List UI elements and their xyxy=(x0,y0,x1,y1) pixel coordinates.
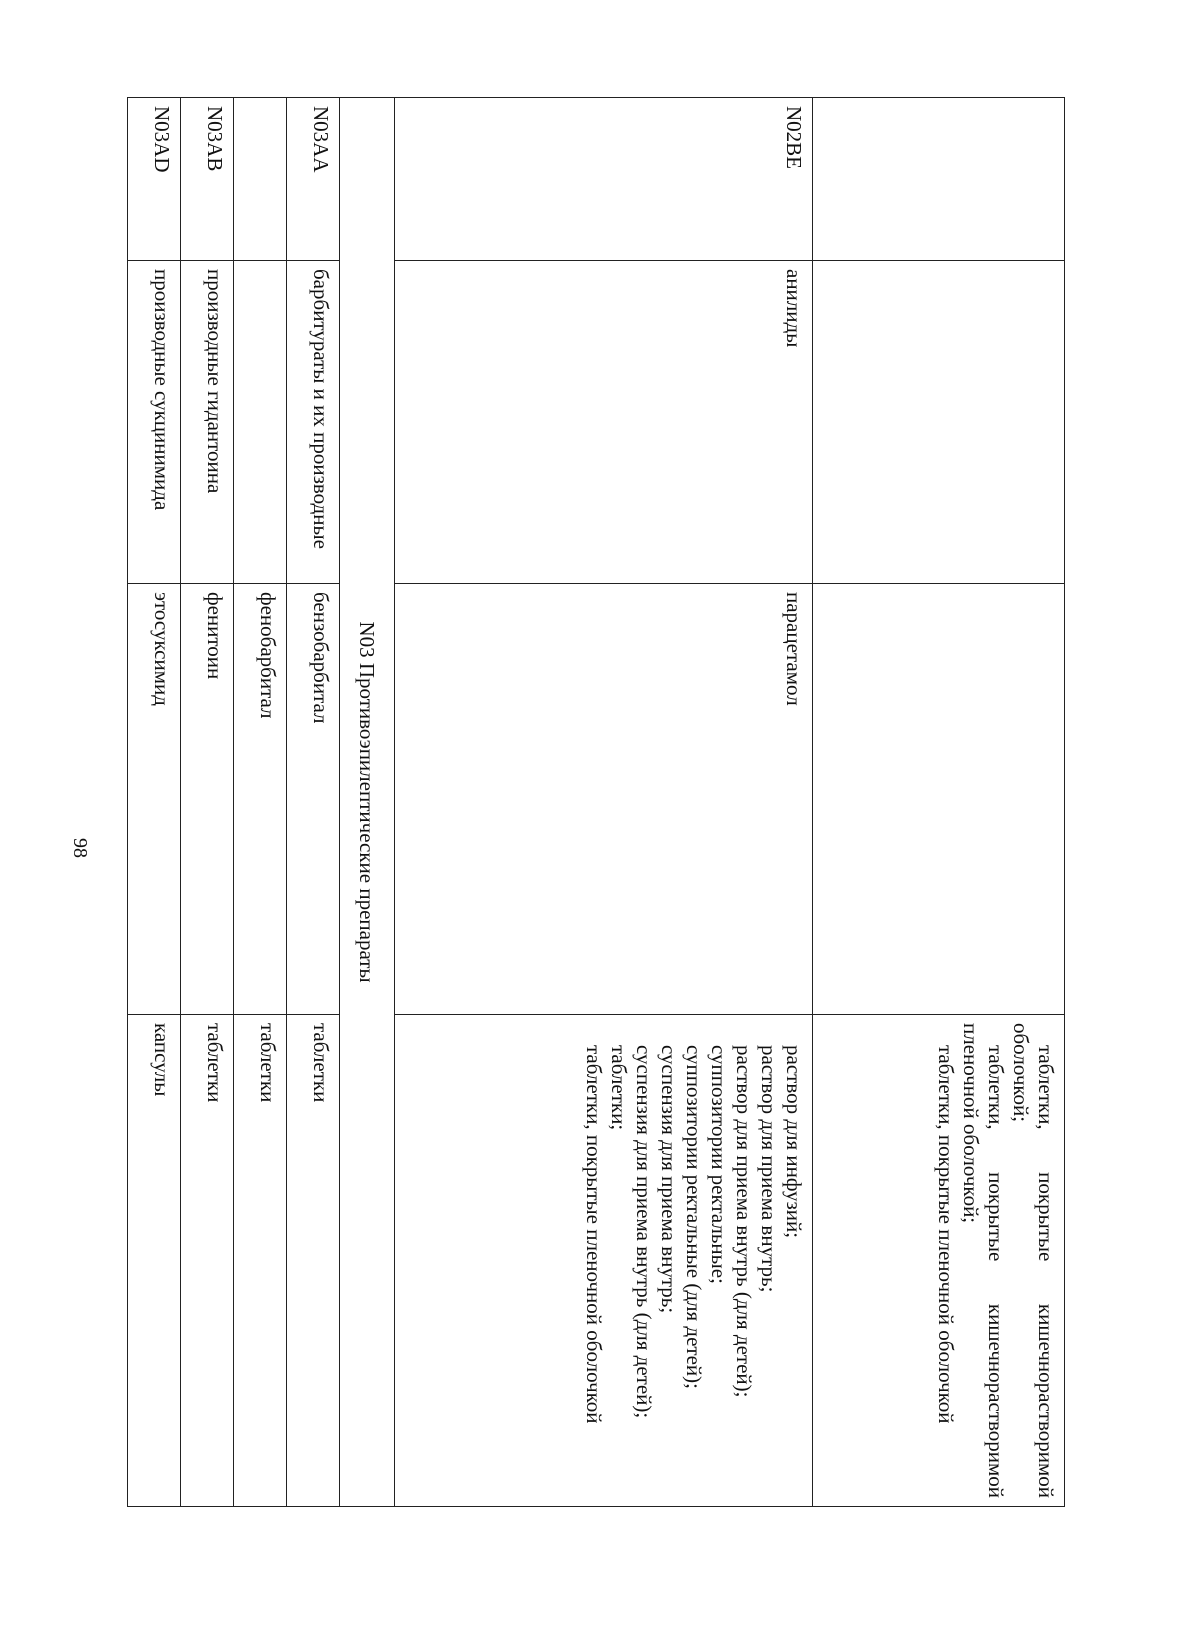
table-row xyxy=(395,98,813,1507)
table-row xyxy=(181,98,234,1507)
dosage-form: суспензия для приема внутрь (для детей); xyxy=(632,1045,656,1419)
dosage-form: раствор для приема внутрь; xyxy=(757,1045,781,1293)
inn-cell: этосуксимид xyxy=(128,584,181,1015)
dosage-forms-cell: таблетки xyxy=(287,1015,340,1507)
table-row xyxy=(234,98,287,1507)
dosage-forms-cell: таблетки xyxy=(181,1015,234,1507)
dosage-form: суспензия для приема внутрь; xyxy=(657,1045,681,1314)
atc-code-cell: N03AB xyxy=(181,98,234,261)
atc-code-cell: N03AD xyxy=(128,98,181,261)
inn-cell: парацетамол xyxy=(395,584,813,1015)
atc-code-cell xyxy=(234,98,287,261)
dosage-form: суппозитории ректальные; xyxy=(707,1045,731,1284)
dosage-forms-cell xyxy=(395,1015,813,1507)
dosage-forms-cell xyxy=(813,1015,1065,1507)
dosage-form: таблетки, покрытые кишечнорастворимой оболочкой; xyxy=(1009,1023,1058,1498)
table-row xyxy=(813,98,1065,1507)
inn-cell: фенобарбитал xyxy=(234,584,287,1015)
table-row xyxy=(287,98,340,1507)
group-name-cell: производные сукцинимида xyxy=(128,261,181,584)
drug-table-rotated xyxy=(120,97,1065,1507)
inn-cell: бензобарбитал xyxy=(287,584,340,1015)
group-name-cell xyxy=(234,261,287,584)
section-header: N03 Противоэпилептические препараты xyxy=(340,98,395,1507)
group-name-cell: производные гидантоина xyxy=(181,261,234,584)
dosage-form: таблетки, покрытые кишечнорастворимой пленочной оболочкой; xyxy=(959,1023,1008,1498)
atc-code-cell xyxy=(813,98,1065,261)
dosage-forms-cell: капсулы xyxy=(128,1015,181,1507)
atc-code-cell: N03AA xyxy=(287,98,340,261)
section-header-row xyxy=(340,98,395,1507)
dosage-form: таблетки; xyxy=(607,1045,631,1131)
dosage-form: таблетки, покрытые пленочной оболочкой xyxy=(582,1045,606,1424)
drug-table xyxy=(127,97,1065,1507)
inn-cell xyxy=(813,584,1065,1015)
group-name-cell: анилиды xyxy=(395,261,813,584)
group-name-cell: барбитураты и их производные xyxy=(287,261,340,584)
group-name-cell xyxy=(813,261,1065,584)
dosage-form: таблетки, покрытые пленочной оболочкой xyxy=(934,1045,958,1424)
dosage-forms-cell: таблетки xyxy=(234,1015,287,1507)
atc-code-cell: N02BE xyxy=(395,98,813,261)
dosage-form: раствор для инфузий; xyxy=(782,1045,806,1239)
drug-table-wrapper xyxy=(120,97,1065,1507)
dosage-form: суппозитории ректальные (для детей); xyxy=(682,1045,706,1389)
page-number: 98 xyxy=(69,838,91,858)
table-row xyxy=(128,98,181,1507)
inn-cell: фенитоин xyxy=(181,584,234,1015)
dosage-form: раствор для приема внутрь (для детей); xyxy=(732,1045,756,1398)
